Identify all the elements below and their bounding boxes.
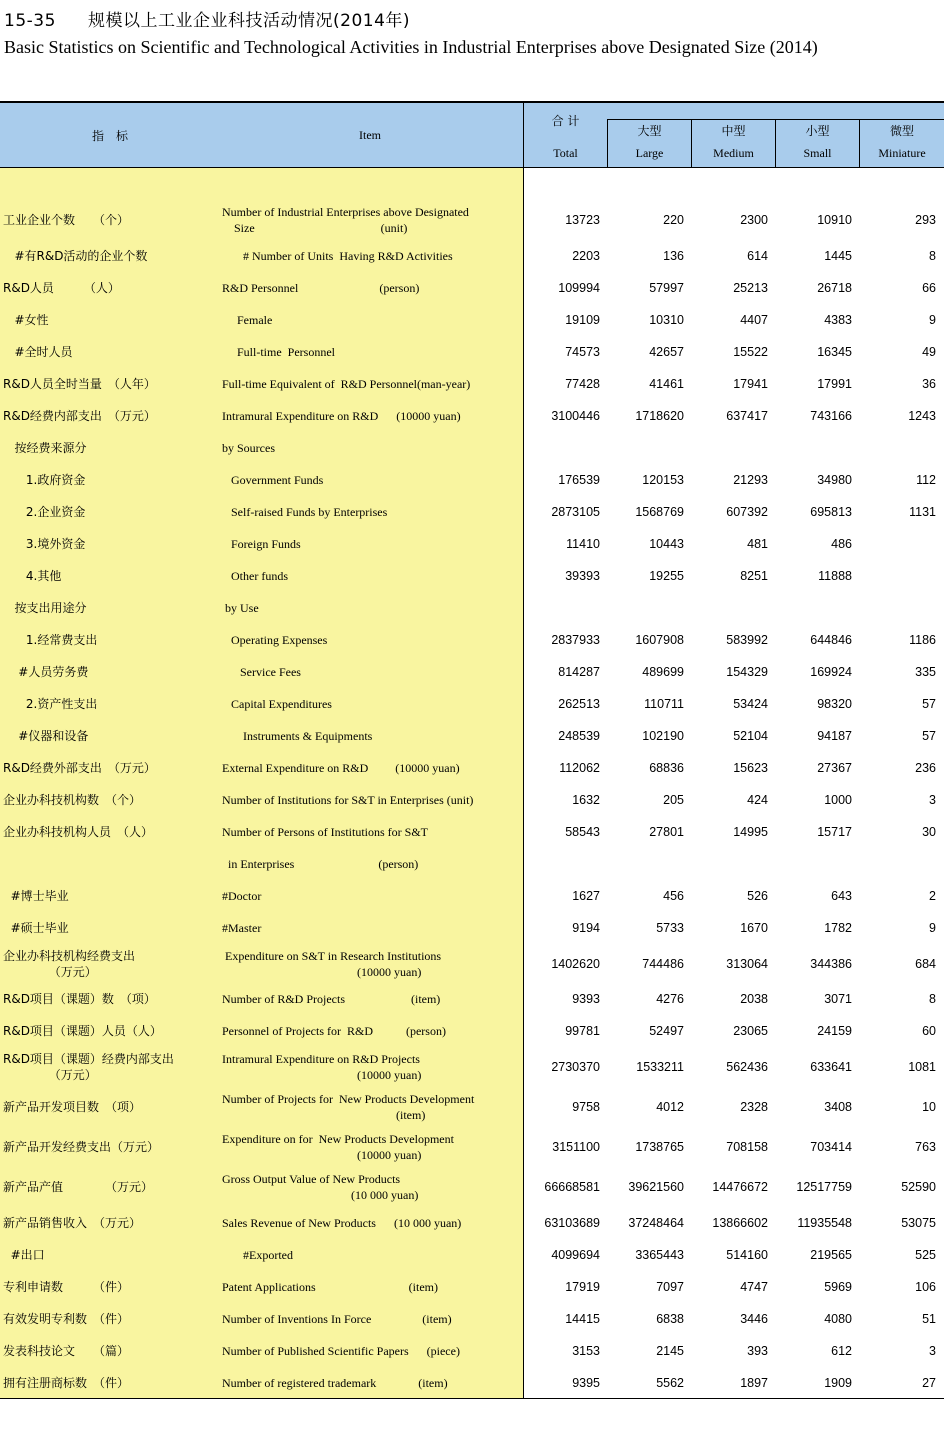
cell-medium: 14476672 — [712, 1180, 768, 1194]
cell-medium: 53424 — [733, 697, 768, 711]
row-item-en: Gross Output Value of New Products (10 000 yuan) — [222, 1172, 419, 1202]
cell-miniature: 293 — [915, 213, 936, 227]
cell-medium: 708158 — [726, 1140, 768, 1154]
cell-total: 1632 — [572, 793, 600, 807]
row-item-en: Number of Projects for New Products Development (item) — [222, 1092, 475, 1122]
cell-miniature: 66 — [922, 281, 936, 295]
row-indicator-zh: 有效发明专利数 （件） — [3, 1312, 130, 1326]
cell-large: 205 — [663, 793, 684, 807]
row-item-en: Intramural Expenditure on R&D Projects (10000 yuan) — [222, 1052, 422, 1082]
cell-miniature: 2 — [929, 889, 936, 903]
cell-large: 489699 — [642, 665, 684, 679]
row-item-en: Other funds — [222, 569, 288, 583]
row-item-en: Patent Applications (item) — [222, 1280, 438, 1294]
table-bottom-rule — [0, 1398, 944, 1399]
cell-miniature: 27 — [922, 1376, 936, 1390]
row-indicator-zh: 按经费来源分 — [3, 441, 87, 455]
cell-medium: 4747 — [740, 1280, 768, 1294]
header-small-en: Small — [803, 146, 832, 160]
cell-large: 2145 — [656, 1344, 684, 1358]
cell-total: 13723 — [565, 213, 600, 227]
cell-total: 11410 — [566, 537, 600, 551]
cell-total: 2873105 — [551, 505, 600, 519]
cell-total: 176539 — [558, 473, 600, 487]
cell-medium: 52104 — [733, 729, 768, 743]
row-indicator-zh: 新产品开发项目数 （项） — [3, 1100, 142, 1114]
header-bottom-rule — [0, 167, 944, 168]
cell-small: 643 — [831, 889, 852, 903]
row-item-en: Service Fees — [222, 665, 301, 679]
cell-miniature: 10 — [922, 1100, 936, 1114]
cell-total: 17919 — [565, 1280, 600, 1294]
cell-total: 66668581 — [544, 1180, 600, 1194]
table-title-en: Basic Statistics on Scientific and Technological Activities in Industrial Enterprises above Designated Size (2014) — [4, 37, 818, 57]
cell-small: 3071 — [824, 992, 852, 1006]
cell-total: 814287 — [558, 665, 600, 679]
cell-total: 3151100 — [552, 1140, 600, 1154]
divider-item-values — [523, 103, 524, 1398]
cell-small: 15717 — [817, 825, 852, 839]
cell-small: 4080 — [824, 1312, 852, 1326]
row-indicator-zh: 专利申请数 （件） — [3, 1280, 130, 1294]
cell-large: 102190 — [642, 729, 684, 743]
row-item-en: by Use — [222, 601, 259, 615]
cell-large: 4276 — [656, 992, 684, 1006]
row-item-en: Expenditure on S&T in Research Institutions (10000 yuan) — [225, 949, 442, 979]
row-item-en: External Expenditure on R&D (10000 yuan) — [222, 761, 460, 775]
cell-large: 52497 — [649, 1024, 684, 1038]
row-item-en: Full-time Personnel — [222, 345, 335, 359]
cell-medium: 14995 — [733, 825, 768, 839]
row-indicator-zh: #博士毕业 — [3, 889, 69, 903]
cell-large: 19255 — [649, 569, 684, 583]
cell-total: 63103689 — [544, 1216, 600, 1230]
cell-small: 703414 — [810, 1140, 852, 1154]
cell-total: 262513 — [558, 697, 600, 711]
header-large-en: Large — [635, 146, 664, 160]
header-small-zh: 小型 — [805, 124, 830, 138]
cell-medium: 15522 — [733, 345, 768, 359]
row-indicator-zh: 1.经常费支出 — [3, 633, 98, 647]
cell-medium: 562436 — [726, 1060, 768, 1074]
cell-miniature: 36 — [922, 377, 936, 391]
cell-miniature: 112 — [916, 473, 936, 487]
row-item-en: Number of Institutions for S&T in Enterprises (unit) — [222, 793, 474, 807]
cell-small: 11935548 — [797, 1216, 852, 1230]
cell-small: 94187 — [817, 729, 852, 743]
cell-total: 9395 — [572, 1376, 600, 1390]
cell-large: 456 — [663, 889, 684, 903]
cell-miniature: 57 — [922, 697, 936, 711]
cell-miniature: 9 — [929, 921, 936, 935]
cell-medium: 514160 — [726, 1248, 768, 1262]
cell-large: 39621560 — [628, 1180, 684, 1194]
row-item-en: Sales Revenue of New Products (10 000 yuan) — [222, 1216, 462, 1230]
cell-small: 644846 — [810, 633, 852, 647]
row-item-en: Number of Persons of Institutions for S&T — [222, 825, 428, 839]
cell-medium: 15623 — [733, 761, 768, 775]
cell-large: 5562 — [656, 1376, 684, 1390]
cell-medium: 2328 — [740, 1100, 768, 1114]
row-indicator-zh: R&D项目（课题）经费内部支出 （万元） — [3, 1052, 174, 1082]
cell-small: 219565 — [810, 1248, 852, 1262]
row-item-en: #Master — [222, 921, 262, 935]
cell-miniature: 1131 — [909, 505, 936, 519]
cell-miniature: 52590 — [901, 1180, 936, 1194]
cell-large: 220 — [663, 213, 684, 227]
cell-small: 169924 — [810, 665, 852, 679]
cell-medium: 13866602 — [712, 1216, 768, 1230]
cell-medium: 25213 — [733, 281, 768, 295]
cell-total: 3100446 — [551, 409, 600, 423]
cell-large: 1738765 — [635, 1140, 684, 1154]
row-indicator-zh: 发表科技论文 （篇） — [3, 1344, 130, 1358]
cell-total: 112062 — [559, 761, 600, 775]
row-indicator-zh: 4.其他 — [3, 569, 62, 583]
cell-large: 1568769 — [635, 505, 684, 519]
row-indicator-zh: 1.政府资金 — [3, 473, 86, 487]
cell-small: 34980 — [817, 473, 852, 487]
row-item-en: Government Funds — [222, 473, 324, 487]
header-total-en: Total — [553, 146, 578, 160]
row-indicator-zh: 企业办科技机构经费支出 （万元） — [3, 949, 136, 979]
cell-small: 612 — [831, 1344, 852, 1358]
cell-small: 5969 — [824, 1280, 852, 1294]
cell-large: 744486 — [642, 957, 684, 971]
cell-small: 26718 — [817, 281, 852, 295]
cell-miniature: 763 — [915, 1140, 936, 1154]
cell-large: 1533211 — [636, 1060, 684, 1074]
cell-miniature: 106 — [915, 1280, 936, 1294]
row-item-en: Personnel of Projects for R&D (person) — [222, 1024, 446, 1038]
row-indicator-zh: R&D经费内部支出 （万元） — [3, 409, 156, 423]
cell-total: 248539 — [558, 729, 600, 743]
cell-small: 27367 — [817, 761, 852, 775]
cell-total: 3153 — [572, 1344, 600, 1358]
cell-small: 12517759 — [796, 1180, 852, 1194]
cell-total: 1627 — [572, 889, 600, 903]
row-item-en: Capital Expenditures — [222, 697, 332, 711]
cell-small: 633641 — [810, 1060, 852, 1074]
row-indicator-zh: 3.境外资金 — [3, 537, 86, 551]
row-item-en: Number of Published Scientific Papers (piece) — [222, 1344, 460, 1358]
cell-large: 5733 — [656, 921, 684, 935]
cell-total: 4099694 — [551, 1248, 600, 1262]
row-item-en: Number of Industrial Enterprises above Designated Size (unit) — [222, 205, 469, 235]
cell-medium: 23065 — [733, 1024, 768, 1038]
cell-miniature: 60 — [922, 1024, 936, 1038]
row-item-en: Foreign Funds — [222, 537, 301, 551]
cell-miniature: 335 — [915, 665, 936, 679]
row-item-en: #Exported — [222, 1248, 293, 1262]
cell-miniature: 525 — [915, 1248, 936, 1262]
cell-large: 42657 — [649, 345, 684, 359]
cell-medium: 2300 — [740, 213, 768, 227]
row-indicator-zh: #仪器和设备 — [3, 729, 89, 743]
row-indicator-zh: 按支出用途分 — [3, 601, 87, 615]
cell-total: 14415 — [565, 1312, 600, 1326]
cell-large: 68836 — [649, 761, 684, 775]
row-item-en: Self-raised Funds by Enterprises — [222, 505, 388, 519]
cell-miniature: 9 — [929, 313, 936, 327]
cell-medium: 17941 — [733, 377, 768, 391]
cell-small: 24159 — [817, 1024, 852, 1038]
row-item-en: Expenditure on for New Products Development (10000 yuan) — [222, 1132, 454, 1162]
cell-miniature: 3 — [929, 1344, 936, 1358]
row-item-en: Full-time Equivalent of R&D Personnel(man-year) — [222, 377, 471, 391]
header-top-rule — [0, 101, 944, 103]
header-mini-en: Miniature — [878, 146, 926, 160]
cell-large: 10310 — [649, 313, 684, 327]
cell-small: 17991 — [817, 377, 852, 391]
header-large-zh: 大型 — [637, 124, 662, 138]
cell-small: 1000 — [824, 793, 852, 807]
header-medium-en: Medium — [713, 146, 754, 160]
cell-miniature: 8 — [929, 249, 936, 263]
row-indicator-zh: 企业办科技机构人员 （人） — [3, 825, 154, 839]
cell-medium: 154329 — [726, 665, 768, 679]
cell-miniature: 30 — [922, 825, 936, 839]
row-item-en: Number of registered trademark (item) — [222, 1376, 448, 1390]
cell-medium: 1670 — [740, 921, 768, 935]
row-item-en: Intramural Expenditure on R&D (10000 yuan) — [222, 409, 461, 423]
cell-medium: 313064 — [726, 957, 768, 971]
cell-large: 136 — [663, 249, 684, 263]
row-item-en: Instruments & Equipments — [222, 729, 373, 743]
cell-miniature: 57 — [922, 729, 936, 743]
row-item-en: Number of Inventions In Force (item) — [222, 1312, 452, 1326]
table-number: 15-35 — [4, 11, 56, 31]
cell-total: 1402620 — [551, 957, 600, 971]
row-indicator-zh: #硕士毕业 — [3, 921, 69, 935]
cell-large: 10443 — [649, 537, 684, 551]
cell-large: 3365443 — [635, 1248, 684, 1262]
cell-total: 109994 — [558, 281, 600, 295]
row-indicator-zh: #全时人员 — [3, 345, 73, 359]
cell-medium: 614 — [747, 249, 768, 263]
cell-medium: 393 — [747, 1344, 768, 1358]
cell-total: 74573 — [565, 345, 600, 359]
cell-total: 9393 — [572, 992, 600, 1006]
cell-medium: 481 — [747, 537, 768, 551]
row-item-en: Female — [222, 313, 273, 327]
cell-small: 4383 — [824, 313, 852, 327]
cell-small: 3408 — [824, 1100, 852, 1114]
row-item-en: #Doctor — [222, 889, 262, 903]
cell-miniature: 53075 — [901, 1216, 936, 1230]
cell-medium: 3446 — [740, 1312, 768, 1326]
row-item-en: Number of R&D Projects (item) — [222, 992, 441, 1006]
cell-large: 37248464 — [628, 1216, 684, 1230]
cell-medium: 8251 — [740, 569, 768, 583]
cell-small: 1909 — [824, 1376, 852, 1390]
cell-large: 27801 — [649, 825, 684, 839]
header-indicator: 指 标 — [91, 129, 128, 143]
row-indicator-zh: R&D人员 （人） — [3, 281, 120, 295]
row-item-en: # Number of Units Having R&D Activities — [222, 249, 453, 263]
header-medium-zh: 中型 — [721, 124, 746, 138]
cell-miniature: 8 — [929, 992, 936, 1006]
cell-total: 9758 — [572, 1100, 600, 1114]
row-indicator-zh: R&D项目（课题）数 （项） — [3, 992, 156, 1006]
row-indicator-zh: 拥有注册商标数 （件） — [3, 1376, 130, 1390]
cell-miniature: 3 — [929, 793, 936, 807]
cell-large: 6838 — [656, 1312, 684, 1326]
row-indicator-zh: #有R&D活动的企业个数 — [3, 249, 148, 263]
cell-medium: 526 — [747, 889, 768, 903]
row-item-en: R&D Personnel (person) — [222, 281, 420, 295]
cell-small: 1445 — [824, 249, 852, 263]
cell-small: 743166 — [810, 409, 852, 423]
row-indicator-zh: #人员劳务费 — [3, 665, 89, 679]
row-item-en: in Enterprises (person) — [222, 857, 419, 871]
cell-medium: 21293 — [733, 473, 768, 487]
row-item-en: Operating Expenses — [222, 633, 328, 647]
cell-medium: 2038 — [740, 992, 768, 1006]
cell-large: 1718620 — [635, 409, 684, 423]
cell-large: 7097 — [656, 1280, 684, 1294]
table-title-zh — [4, 6, 410, 31]
row-indicator-zh: #出口 — [3, 1248, 45, 1262]
cell-small: 10910 — [817, 213, 852, 227]
cell-small: 695813 — [810, 505, 852, 519]
cell-medium: 1897 — [740, 1376, 768, 1390]
cell-miniature: 1186 — [909, 633, 936, 647]
cell-small: 11888 — [818, 569, 852, 583]
row-indicator-zh: 2.企业资金 — [3, 505, 86, 519]
cell-miniature: 51 — [922, 1312, 936, 1326]
cell-miniature: 1243 — [908, 409, 936, 423]
row-indicator-zh: R&D人员全时当量 （人年） — [3, 377, 156, 391]
cell-total: 99781 — [565, 1024, 600, 1038]
row-indicator-zh: 新产品产值 （万元） — [3, 1180, 154, 1194]
row-indicator-zh: 2.资产性支出 — [3, 697, 98, 711]
row-indicator-zh: 新产品开发经费支出（万元） — [3, 1140, 160, 1154]
cell-total: 19109 — [565, 313, 600, 327]
cell-small: 16345 — [817, 345, 852, 359]
header-item: Item — [359, 128, 381, 142]
cell-large: 1607908 — [635, 633, 684, 647]
cell-medium: 637417 — [726, 409, 768, 423]
cell-total: 2837933 — [551, 633, 600, 647]
table-title-zh-text: 规模以上工业企业科技活动情况(2014年) — [88, 11, 411, 31]
header-total-zh: 合 计 — [551, 114, 580, 128]
row-indicator-zh: R&D经费外部支出 （万元） — [3, 761, 156, 775]
cell-medium: 583992 — [726, 633, 768, 647]
cell-miniature: 236 — [915, 761, 936, 775]
cell-small: 98320 — [817, 697, 852, 711]
cell-total: 58543 — [565, 825, 600, 839]
cell-large: 120153 — [642, 473, 684, 487]
cell-large: 4012 — [656, 1100, 684, 1114]
cell-total: 9194 — [572, 921, 600, 935]
cell-large: 57997 — [649, 281, 684, 295]
cell-small: 486 — [831, 537, 852, 551]
row-item-en: by Sources — [222, 441, 275, 455]
cell-medium: 4407 — [740, 313, 768, 327]
cell-miniature: 1081 — [908, 1060, 936, 1074]
row-indicator-zh: 新产品销售收入 （万元） — [3, 1216, 142, 1230]
row-indicator-zh: 工业企业个数 （个） — [3, 213, 130, 227]
cell-total: 77428 — [565, 377, 600, 391]
cell-miniature: 684 — [915, 957, 936, 971]
header-mini-zh: 微型 — [889, 124, 914, 138]
row-indicator-zh: #女性 — [3, 313, 49, 327]
cell-small: 1782 — [824, 921, 852, 935]
cell-small: 344386 — [810, 957, 852, 971]
row-indicator-zh: 企业办科技机构数 （个） — [3, 793, 142, 807]
cell-total: 2730370 — [551, 1060, 600, 1074]
row-indicator-zh: R&D项目（课题）人员（人） — [3, 1024, 162, 1038]
cell-large: 41461 — [649, 377, 684, 391]
cell-miniature: 49 — [922, 345, 936, 359]
cell-total: 39393 — [565, 569, 600, 583]
cell-large: 110711 — [644, 697, 684, 711]
cell-medium: 424 — [747, 793, 768, 807]
cell-total: 2203 — [572, 249, 600, 263]
cell-medium: 607392 — [726, 505, 768, 519]
